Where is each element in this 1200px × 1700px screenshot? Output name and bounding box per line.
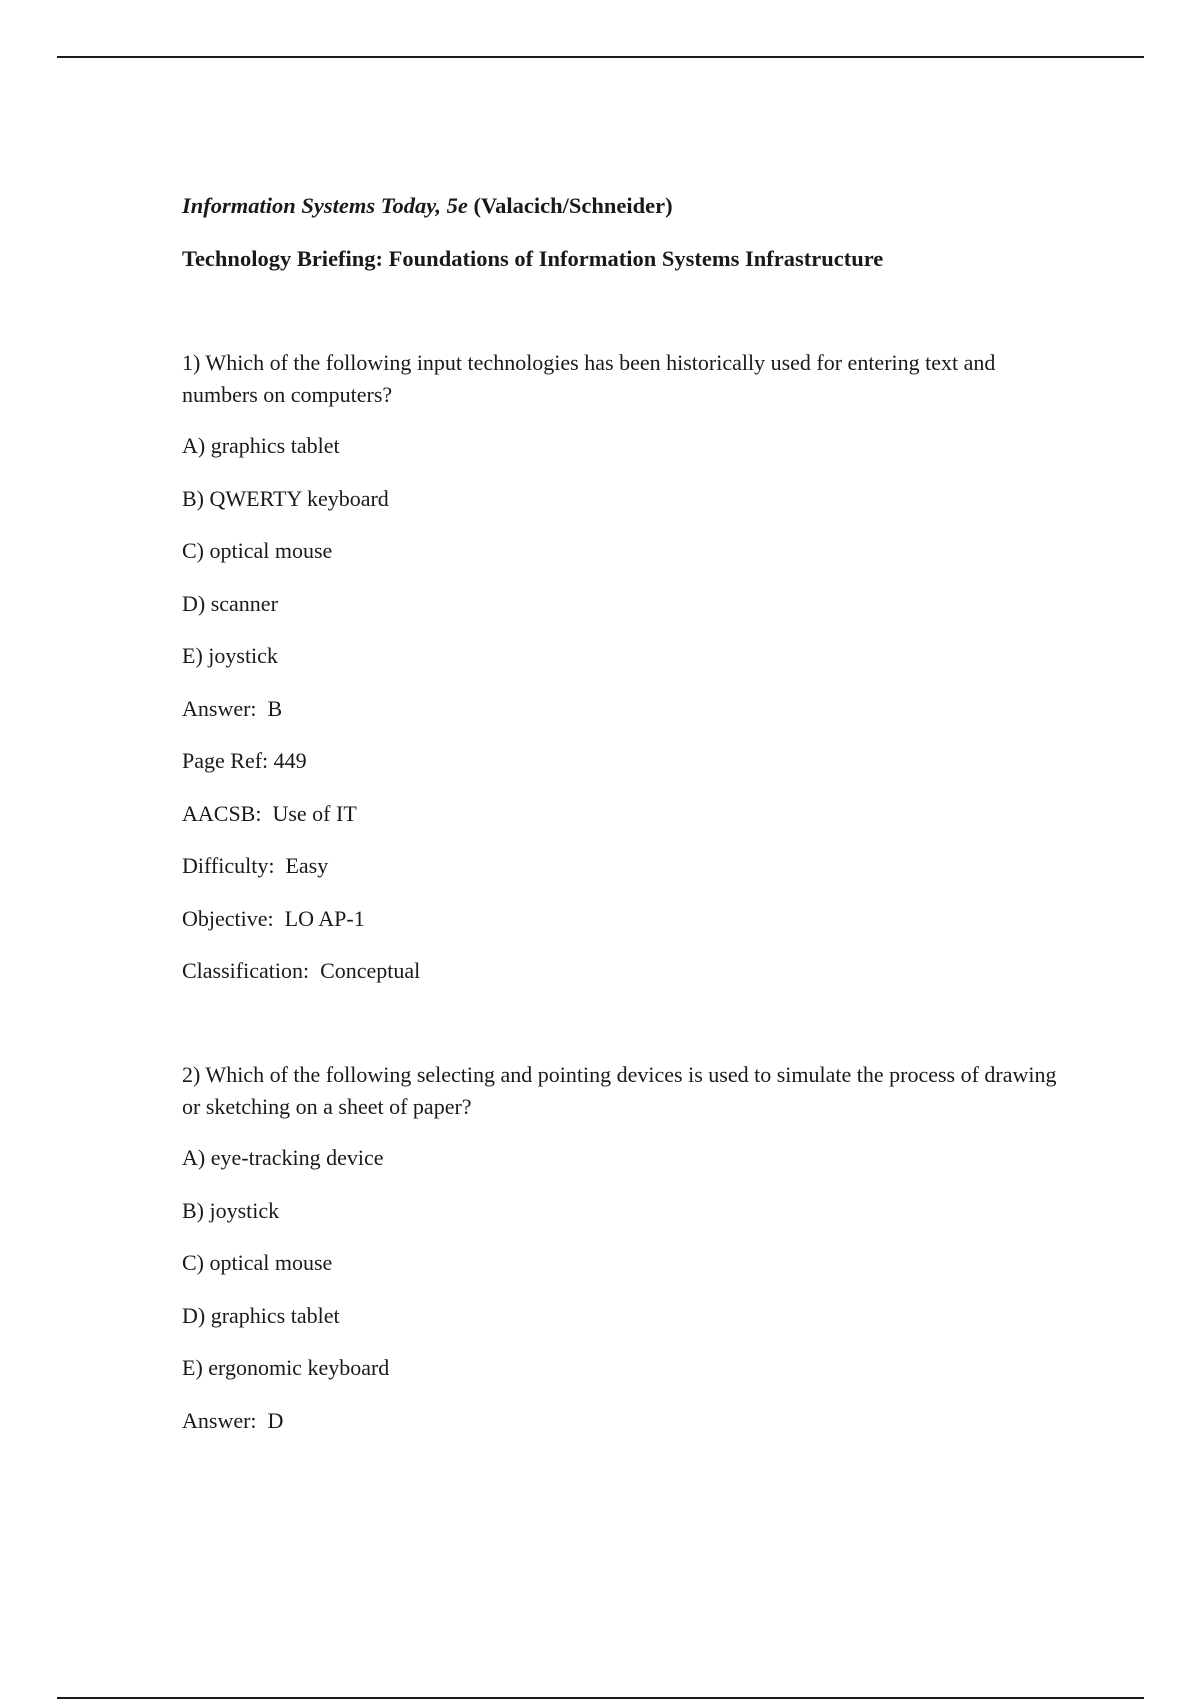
- answer: Answer: D: [182, 1407, 284, 1433]
- objective: Objective: LO AP-1: [182, 905, 365, 931]
- option-e: E) ergonomic keyboard: [182, 1355, 390, 1380]
- book-title: Information Systems Today, 5e: [182, 193, 468, 218]
- option-b: B) QWERTY keyboard: [182, 485, 389, 511]
- option-e: E) joystick: [182, 643, 278, 668]
- option-d: D) scanner: [182, 590, 278, 616]
- option-c: C) optical mouse: [182, 538, 333, 563]
- top-rule: [57, 56, 1144, 58]
- question-2: [182, 1059, 1062, 1436]
- answer: Answer: B: [182, 695, 283, 721]
- option-d: D) graphics tablet: [182, 1302, 340, 1328]
- option-c: C) optical mouse: [182, 1250, 333, 1275]
- question-stem: 1) Which of the following input technologies has been historically used for entering text and numbers on computers?: [182, 350, 996, 407]
- page-content: [182, 190, 1062, 1457]
- difficulty: Difficulty: Easy: [182, 853, 329, 878]
- option-a: A) eye-tracking device: [182, 1145, 384, 1170]
- book-authors: (Valacich/Schneider): [473, 193, 673, 218]
- chapter-title: Technology Briefing: Foundations of Information Systems Infrastructure: [182, 246, 884, 271]
- bottom-rule: [57, 1697, 1144, 1699]
- aacsb: AACSB: Use of IT: [182, 800, 357, 826]
- page-ref: Page Ref: 449: [182, 748, 307, 773]
- question-1: [182, 347, 1062, 986]
- option-b: B) joystick: [182, 1197, 280, 1223]
- question-stem: 2) Which of the following selecting and pointing devices is used to simulate the process of drawing or sketching on a sheet of paper?: [182, 1062, 1057, 1119]
- classification: Classification: Conceptual: [182, 958, 421, 983]
- option-a: A) graphics tablet: [182, 433, 340, 458]
- book-header: [182, 190, 1062, 222]
